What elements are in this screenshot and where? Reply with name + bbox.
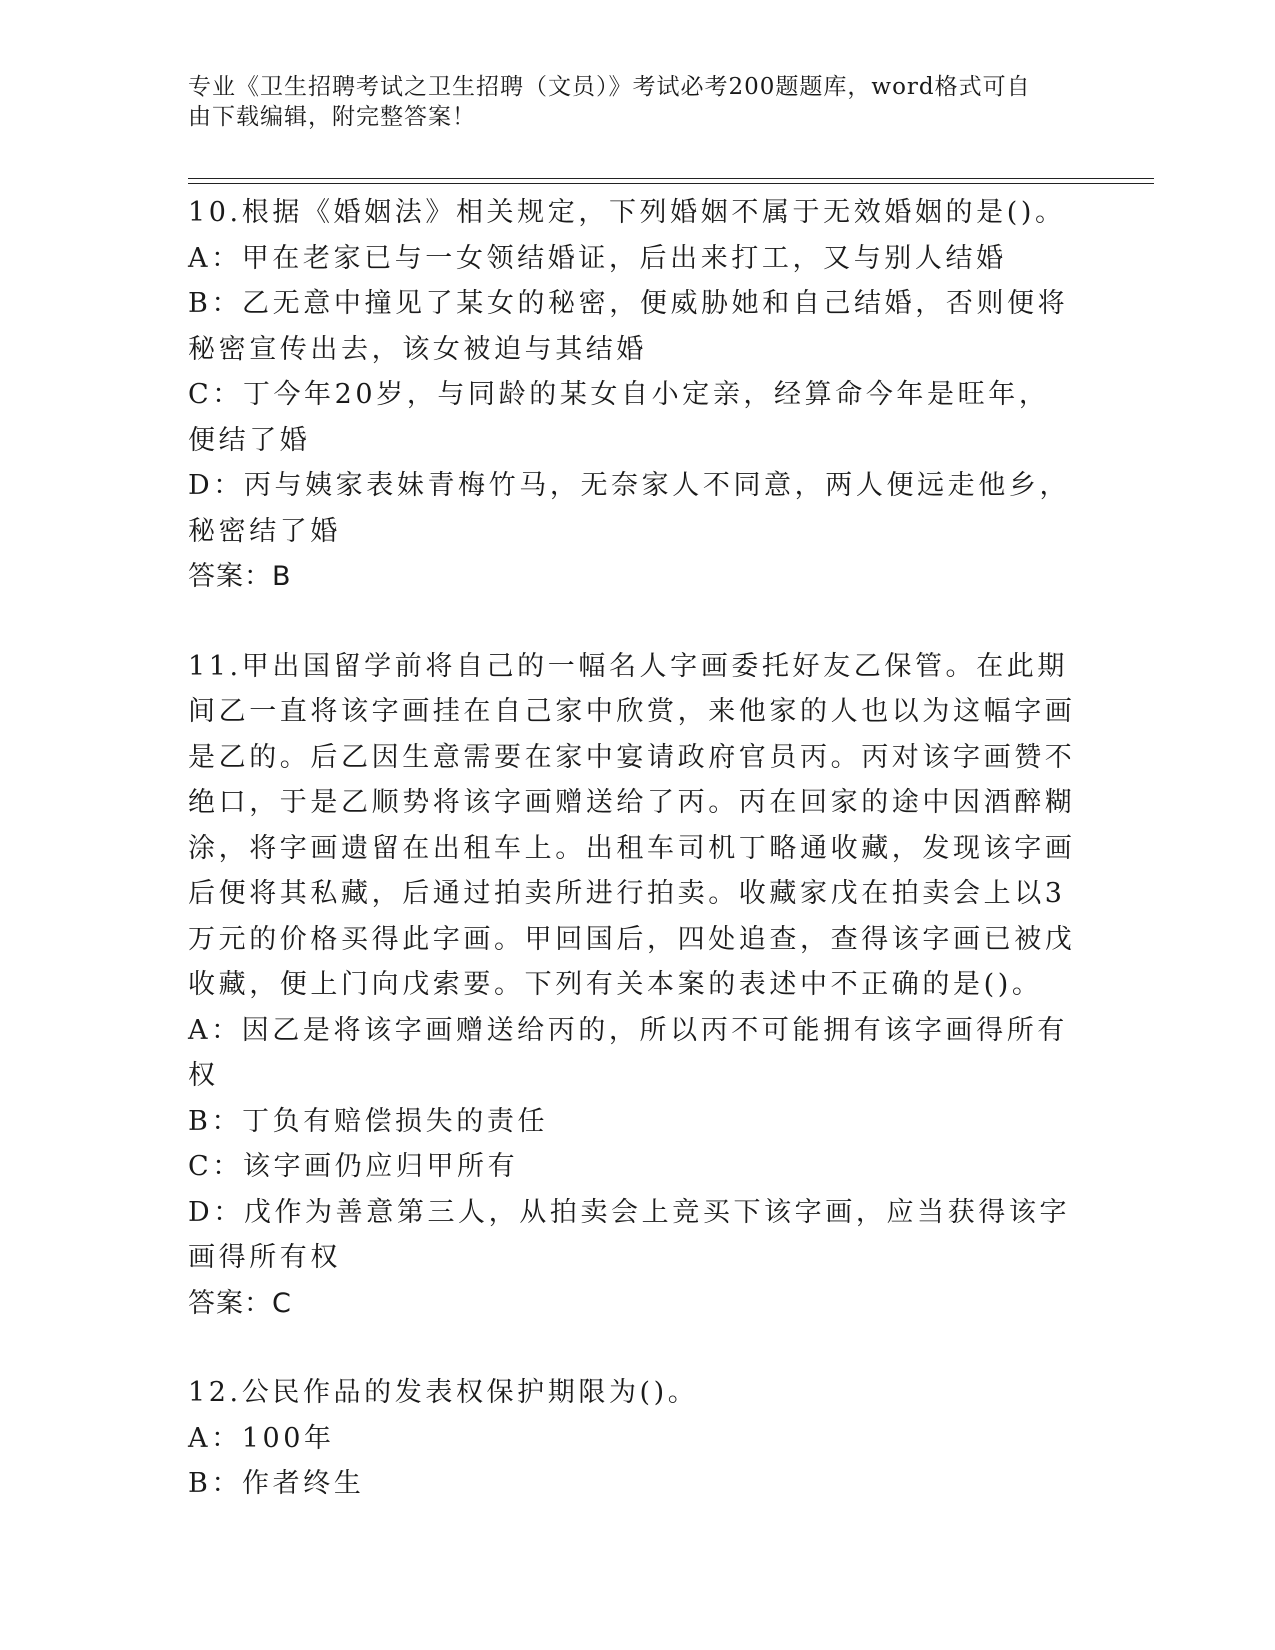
question-10	[188, 190, 1078, 600]
option-c: C：该字画仍应归甲所有	[188, 1151, 519, 1182]
header-divider-bottom	[188, 183, 1154, 184]
option-b: B：丁负有赔偿损失的责任	[188, 1105, 549, 1137]
option-a: A：100年	[188, 1422, 335, 1454]
question-11	[188, 644, 1078, 1327]
question-stem: 11.甲出国留学前将自己的一幅名人字画委托好友乙保管。在此期间乙一直将该字画挂在自己家中欣赏，来他家的人也以为这幅字画是乙的。后乙因生意需要在家中宴请政府官员丙。丙对该字画赞不绝口，于是乙顺势将该字画赠送给了丙。丙在回家的途中因酒醉糊涂，将字画遗留在出租车上。出租车司机丁略通收藏，发现该字画后便将其私藏，后通过拍卖所进行拍卖。收藏家戊在拍卖会上以3万元的价格买得此字画。甲回国后，四处追查，查得该字画已被戊收藏，便上门向戊索要。下列有关本案的表述中不正确的是()。	[188, 650, 1076, 1000]
header-line-2: 由下载编辑，附完整答案！	[188, 104, 476, 130]
question-list	[188, 190, 1078, 1507]
option-b: B：乙无意中撞见了某女的秘密，便威胁她和自己结婚，否则便将秘密宣传出去，该女被迫与其结婚	[188, 288, 1069, 365]
question-stem: 10.根据《婚姻法》相关规定，下列婚姻不属于无效婚姻的是()。	[188, 197, 1066, 228]
answer-label: 答案：B	[188, 561, 292, 592]
question-12	[188, 1370, 1078, 1507]
option-a: A：因乙是将该字画赠送给丙的，所以丙不可能拥有该字画得所有权	[188, 1014, 1068, 1091]
document-header	[188, 72, 1068, 132]
header-line-1: 专业《卫生招聘考试之卫生招聘（文员）》考试必考200题题库，word格式可自	[188, 74, 1031, 100]
header-divider-top	[188, 178, 1154, 179]
option-a: A：甲在老家已与一女领结婚证，后出来打工，又与别人结婚	[188, 242, 1007, 274]
option-d: D：戊作为善意第三人，从拍卖会上竞买下该字画，应当获得该字画得所有权	[188, 1196, 1071, 1273]
answer-label: 答案：C	[188, 1287, 292, 1319]
option-b: B：作者终生	[188, 1468, 365, 1499]
option-d: D：丙与姨家表妹青梅竹马，无奈家人不同意，两人便远走他乡，秘密结了婚	[188, 470, 1071, 547]
option-c: C：丁今年20岁，与同龄的某女自小定亲，经算命今年是旺年，便结了婚	[188, 379, 1050, 456]
question-stem: 12.公民作品的发表权保护期限为()。	[188, 1377, 699, 1408]
